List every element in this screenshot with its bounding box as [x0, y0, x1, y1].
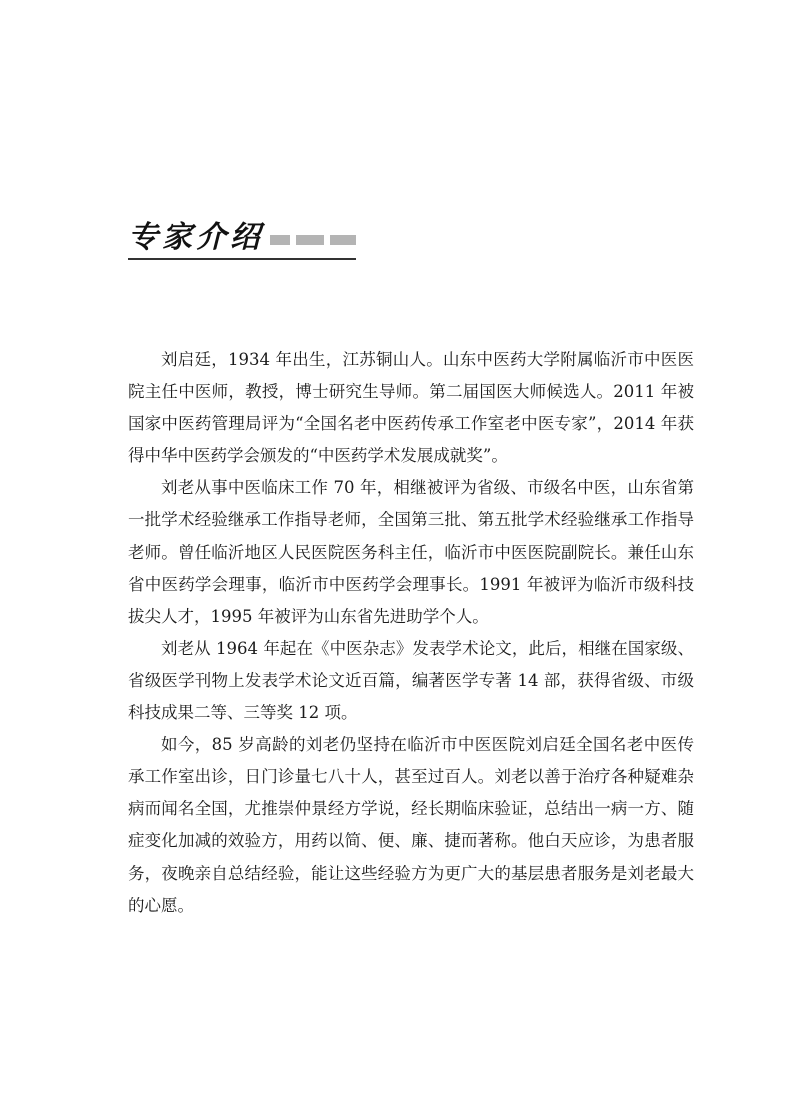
paragraph-publications: 刘老从 1964 年起在《中医杂志》发表学术论文，此后，相继在国家级、省级医学刊物上发表学术论文近百篇，编著医学专著 14 部，获得省级、市级科技成果二等、三等奖 12 项。 [128, 638, 694, 723]
heading-bar-2 [296, 235, 324, 245]
heading-bar-3 [330, 235, 356, 245]
heading-underline [128, 258, 356, 260]
paragraph-bio: 刘启廷，1934 年出生，江苏铜山人。山东中医药大学附属临沂市中医医院主任中医师，教授，博士研究生导师。第二届国医大师候选人。2011 年被国家中医药管理局评为“全国名老中医药传承工作室老中医专家”，2014 年获得中华中医药学会颁发的“中医药学术发展成就奖”。 [128, 350, 694, 466]
body-text [128, 344, 694, 922]
section-heading [128, 220, 356, 262]
heading-bar-1 [270, 235, 290, 245]
paragraph-current: 如今，85 岁高龄的刘老仍坚持在临沂市中医医院刘启廷全国名老中医传承工作室出诊，日门诊量七八十人，甚至过百人。刘老以善于治疗各种疑难杂病而闻名全国，尤推崇仲景经方学说，经长期临床验证，总结出一病一方、随症变化加减的效验方，用药以简、便、廉、捷而著称。他白天应诊，为患者服务，夜晚亲自总结经验，能让这些经验方为更广大的基层患者服务是刘老最大的心愿。 [128, 735, 694, 915]
section-title: 专家介绍 [128, 220, 264, 255]
paragraph-career: 刘老从事中医临床工作 70 年，相继被评为省级、市级名中医，山东省第一批学术经验继承工作指导老师，全国第三批、第五批学术经验继承工作指导老师。曾任临沂地区人民医院医务科主任，临沂市中医医院副院长。兼任山东省中医药学会理事，临沂市中医药学会理事长。1991 年被评为临沂市级科技拔尖人才，1995 年被评为山东省先进助学个人。 [128, 478, 694, 626]
